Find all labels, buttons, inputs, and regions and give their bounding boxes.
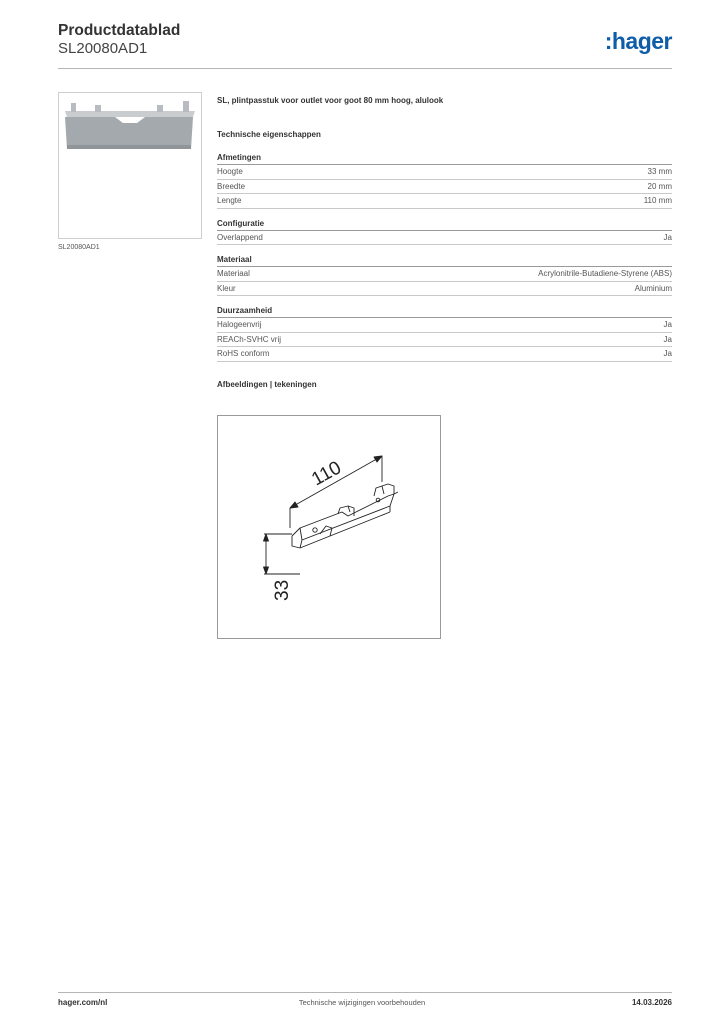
footer-divider — [58, 992, 672, 993]
group-title: Configuratie — [217, 219, 672, 231]
spec-label: RoHS conform — [217, 349, 270, 358]
product-photo-graphic — [59, 93, 201, 238]
drawing-graphic — [218, 416, 440, 638]
dim-height-label: 33 — [272, 579, 293, 601]
technical-drawing — [217, 415, 441, 639]
group-title: Afmetingen — [217, 153, 672, 165]
group-title: Duurzaamheid — [217, 306, 672, 318]
logo-dots: : — [604, 28, 612, 54]
spec-label: Overlappend — [217, 232, 263, 242]
spec-value: Ja — [663, 320, 672, 329]
spec-label: Halogeenvrij — [217, 320, 262, 329]
spec-row — [217, 165, 672, 180]
spec-row — [217, 231, 672, 246]
spec-row — [217, 194, 672, 209]
product-description: SL, plintpasstuk voor outlet voor goot 80 mm hoog, alulook — [217, 96, 444, 105]
spec-value: Ja — [663, 334, 672, 344]
spec-label: Materiaal — [217, 269, 250, 278]
group-afmetingen — [217, 153, 672, 209]
footer-disclaimer: Technische wijzigingen voorbehouden — [298, 998, 426, 1007]
group-materiaal — [217, 255, 672, 296]
spec-row — [217, 318, 672, 333]
spec-label: Lengte — [217, 196, 242, 205]
spec-row — [217, 180, 672, 195]
page-title: Productdatablad — [58, 22, 181, 39]
spec-label: Breedte — [217, 181, 246, 191]
footer-website: hager.com/nl — [58, 998, 108, 1007]
header-divider — [58, 68, 672, 69]
spec-value: Aluminium — [634, 283, 672, 293]
spec-row — [217, 333, 672, 348]
spec-row — [217, 282, 672, 297]
group-duurzaamheid — [217, 306, 672, 362]
product-code: SL20080AD1 — [58, 40, 148, 57]
footer-date: 14.03.2026 — [631, 998, 672, 1007]
product-image — [58, 92, 202, 239]
spec-label: Hoogte — [217, 167, 243, 176]
spec-value: 33 mm — [647, 167, 672, 176]
spec-label: Kleur — [217, 283, 236, 293]
spec-value: 110 mm — [643, 196, 672, 205]
tech-heading: Technische eigenschappen — [217, 130, 321, 139]
logo-text: hager — [611, 28, 672, 54]
group-title: Materiaal — [217, 255, 672, 267]
dim-length-label: 110 — [308, 457, 345, 491]
hager-logo — [605, 28, 672, 55]
spec-value: Ja — [663, 349, 672, 358]
spec-column — [217, 96, 672, 389]
spec-row — [217, 347, 672, 362]
spec-value: Ja — [663, 232, 672, 242]
spec-row — [217, 267, 672, 282]
group-configuratie — [217, 219, 672, 246]
spec-value: 20 mm — [647, 181, 672, 191]
spec-label: REACh-SVHC vrij — [217, 334, 282, 344]
spec-value: Acrylonitrile-Butadiene-Styrene (ABS) — [538, 269, 672, 278]
product-image-caption: SL20080AD1 — [58, 244, 100, 251]
drawings-heading: Afbeeldingen | tekeningen — [217, 379, 317, 389]
